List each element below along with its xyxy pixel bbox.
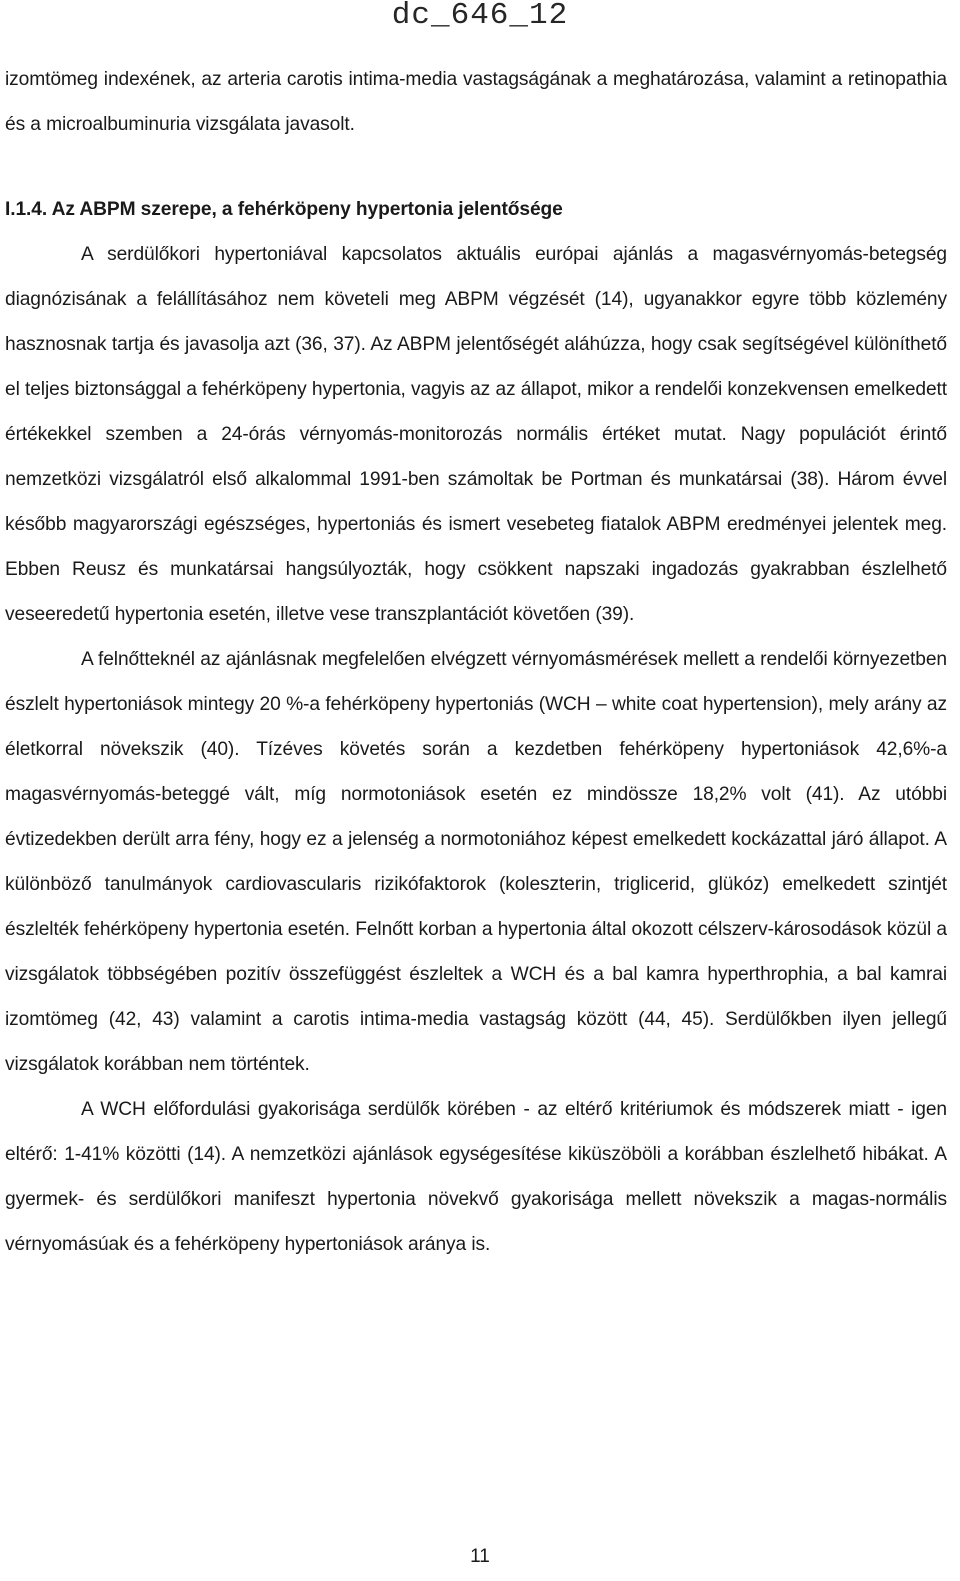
intro-paragraph: izomtömeg indexének, az arteria carotis intima-media vastagságának a meghatározása, valamint a retinopathia és a microalbuminuria vizsgálata javasolt.	[5, 69, 947, 135]
paragraph-wch-frequency: A WCH előfordulási gyakorisága serdülők körében - az eltérő kritériumok és módszerek miatt - igen eltérő: 1-41% közötti (14). A nemzetközi ajánlások egységesítése kiküszöböli a korábban észlelhető hibákat. A gyermek- és serdülőkori manifeszt hypertonia növekvő gyakorisága mellett növekszik a magas-normális vérnyomásúak és a fehérköpeny hypertoniások aránya is.	[5, 1099, 947, 1255]
paragraph-adults: A felnőtteknél az ajánlásnak megfelelően elvégzett vérnyomásmérések mellett a rendelői környezetben észlelt hypertoniások mintegy 20 %-a fehérköpeny hypertoniás (WCH – white coat hypertension), mely arány az életkorral növekszik (40). Tízéves követés során a kezdetben fehérköpeny hypertoniások 42,6%-a magasvérnyomás-beteggé vált, míg normotoniások esetén ez mindössze 18,2% volt (41). Az utóbbi évtizedekben derült arra fény, hogy ez a jelenség a normotoniához képest emelkedett kockázattal járó állapot. A különböző tanulmányok cardiovascularis rizikófaktorok (koleszterin, triglicerid, glükóz) emelkedett szintjét észlelték fehérköpeny hypertonia esetén. Felnőtt korban a hypertonia által okozott célszerv-károsodások közül a vizsgálatok többségében pozitív összefüggést észleltek a WCH és a bal kamra hyperthrophia, a bal kamrai izomtömeg (42, 43) valamint a carotis intima-media vastagság között (44, 45). Serdülőkben ilyen jellegű vizsgálatok korábban nem történtek.	[5, 649, 947, 1075]
document-id-header: dc_646_12	[391, 0, 569, 33]
page-number: 11	[470, 1546, 490, 1567]
page-body	[5, 57, 947, 1267]
section-heading: I.1.4. Az ABPM szerepe, a fehérköpeny hypertonia jelentősége	[5, 199, 563, 220]
paragraph-abpm: A serdülőkori hypertoniával kapcsolatos aktuális európai ajánlás a magasvérnyomás-betegség diagnózisának a felállításához nem követeli meg ABPM végzését (14), ugyanakkor egyre több közlemény hasznosnak tartja és javasolja azt (36, 37). Az ABPM jelentőségét aláhúzza, hogy csak segítségével különíthető el teljes biztonsággal a fehérköpeny hypertonia, vagyis az az állapot, mikor a rendelői konzekvensen emelkedett értékekkel szemben a 24-órás vérnyomás-monitorozás normális értéket mutat. Nagy populációt érintő nemzetközi vizsgálatról első alkalommal 1991-ben számoltak be Portman és munkatársai (38). Három évvel később magyarországi egészséges, hypertoniás és ismert vesebeteg fiatalok ABPM eredményei jelentek meg. Ebben Reusz és munkatársai hangsúlyozták, hogy csökkent napszaki ingadozás gyakrabban észlelhető veseeredetű hypertonia esetén, illetve vese transzplantációt követően (39).	[5, 244, 947, 625]
